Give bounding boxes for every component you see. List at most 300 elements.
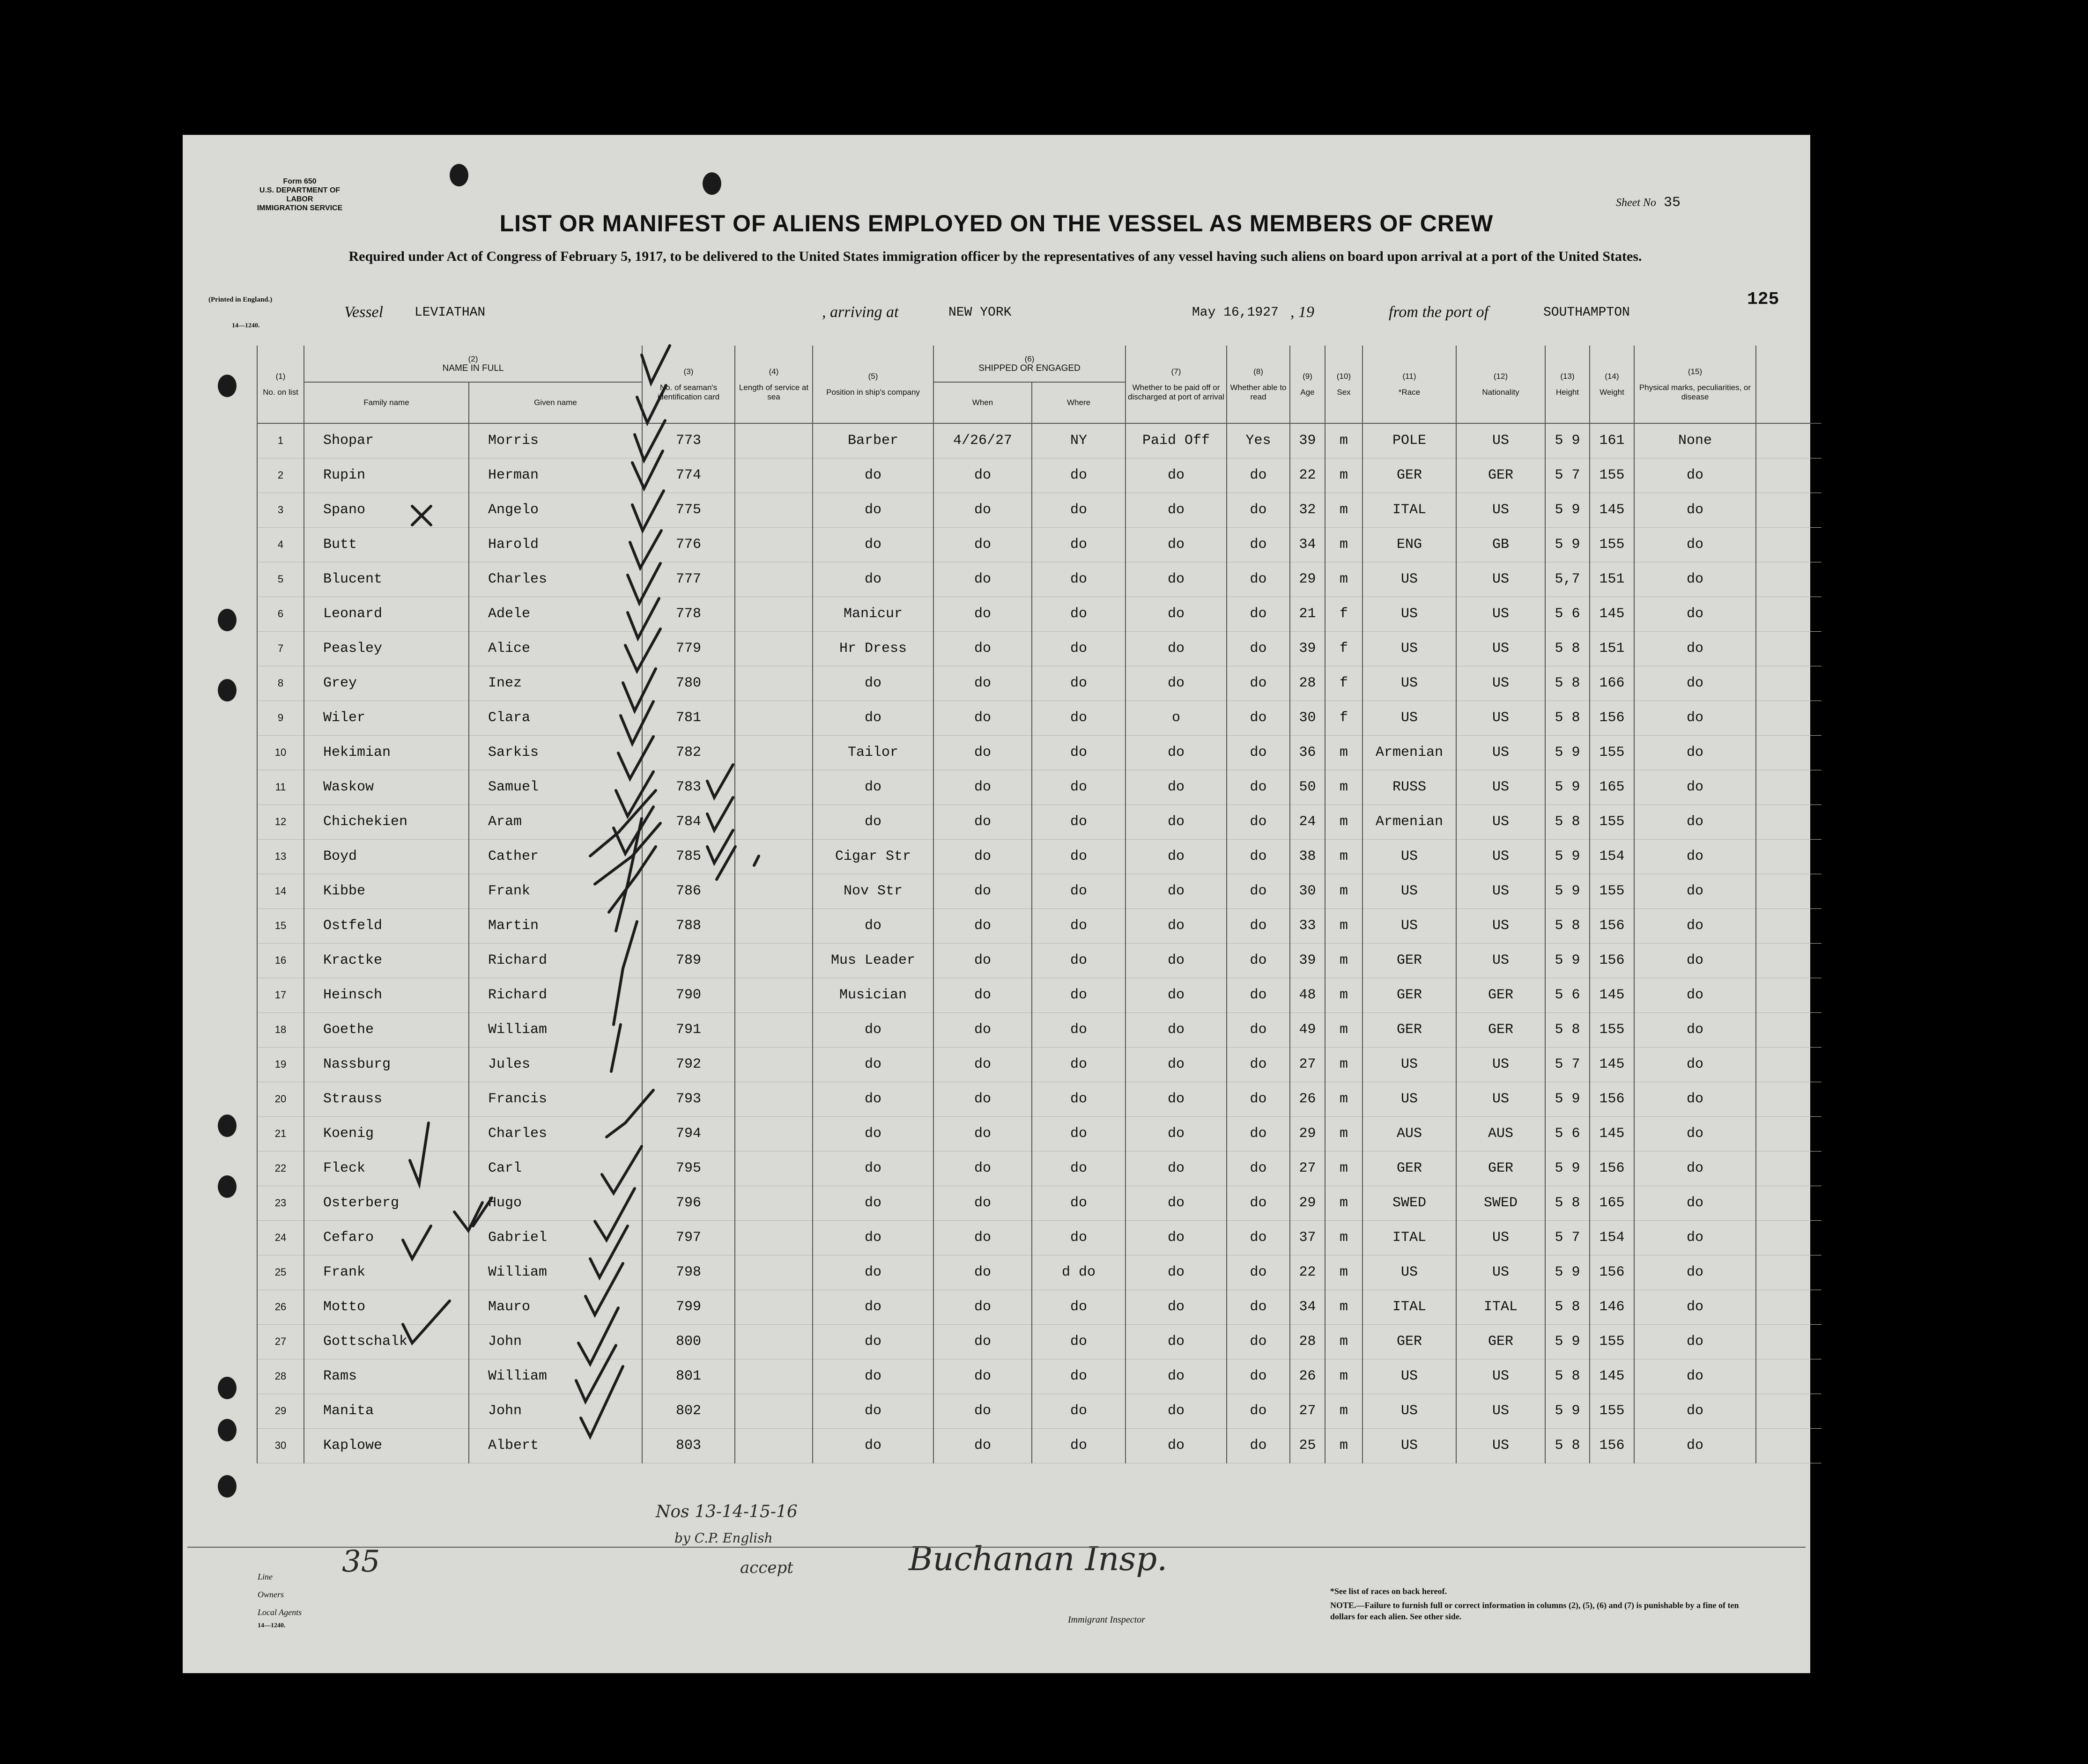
position: do bbox=[813, 1394, 933, 1428]
handwritten-checkmarks bbox=[183, 135, 1810, 1673]
weight: 155 bbox=[1590, 805, 1634, 839]
row-number: 4 bbox=[257, 527, 304, 562]
sex: m bbox=[1325, 874, 1362, 908]
position: do bbox=[813, 1186, 933, 1220]
position: Manicur bbox=[813, 597, 933, 631]
race: POLE bbox=[1362, 423, 1456, 458]
col-name-header: (2) NAME IN FULL bbox=[304, 346, 642, 382]
position: Barber bbox=[813, 423, 933, 458]
shipped-where: do bbox=[1032, 978, 1125, 1012]
race: GER bbox=[1362, 1151, 1456, 1186]
card-number: 778 bbox=[642, 597, 735, 631]
given-name: Samuel bbox=[469, 770, 642, 805]
vessel-name: LEVIATHAN bbox=[415, 305, 486, 320]
able-to-read: do bbox=[1227, 1359, 1290, 1394]
shipped-where: do bbox=[1032, 1220, 1125, 1255]
sex: m bbox=[1325, 1082, 1362, 1116]
age: 22 bbox=[1290, 1255, 1325, 1290]
nationality: SWED bbox=[1456, 1186, 1545, 1220]
paid-off: do bbox=[1125, 527, 1227, 562]
shipped-when: do bbox=[933, 1359, 1032, 1394]
height: 5 6 bbox=[1545, 1116, 1590, 1151]
nationality: US bbox=[1456, 1220, 1545, 1255]
card-number: 773 bbox=[642, 423, 735, 458]
position: do bbox=[813, 1324, 933, 1359]
family-name: Kibbe bbox=[304, 874, 469, 908]
nationality: GB bbox=[1456, 527, 1545, 562]
row-number: 29 bbox=[257, 1394, 304, 1428]
physical-marks: do bbox=[1634, 908, 1756, 943]
age: 39 bbox=[1290, 423, 1325, 458]
family-name: Shopar bbox=[304, 423, 469, 458]
physical-marks: do bbox=[1634, 943, 1756, 978]
physical-marks: do bbox=[1634, 805, 1756, 839]
card-number: 788 bbox=[642, 908, 735, 943]
paid-off: do bbox=[1125, 458, 1227, 493]
form-code: 14—1240. bbox=[232, 322, 260, 329]
shipped-where: do bbox=[1032, 735, 1125, 770]
given-name: Sarkis bbox=[469, 735, 642, 770]
age: 21 bbox=[1290, 597, 1325, 631]
nationality: US bbox=[1456, 1359, 1545, 1394]
row-number: 13 bbox=[257, 839, 304, 874]
shipped-where: do bbox=[1032, 701, 1125, 735]
height: 5 8 bbox=[1545, 908, 1590, 943]
height: 5 9 bbox=[1545, 527, 1590, 562]
paid-off: do bbox=[1125, 1151, 1227, 1186]
sex: m bbox=[1325, 458, 1362, 493]
paid-off: do bbox=[1125, 1290, 1227, 1324]
nationality: US bbox=[1456, 666, 1545, 701]
given-name: Morris bbox=[469, 423, 642, 458]
weight: 151 bbox=[1590, 562, 1634, 597]
row-number: 23 bbox=[257, 1186, 304, 1220]
family-name: Kaplowe bbox=[304, 1428, 469, 1463]
able-to-read: do bbox=[1227, 1116, 1290, 1151]
able-to-read: do bbox=[1227, 805, 1290, 839]
able-to-read: Yes bbox=[1227, 423, 1290, 458]
physical-marks: do bbox=[1634, 458, 1756, 493]
shipped-where: do bbox=[1032, 562, 1125, 597]
height: 5 9 bbox=[1545, 1151, 1590, 1186]
family-name: Leonard bbox=[304, 597, 469, 631]
col-family-header: Family name bbox=[304, 382, 469, 423]
card-number: 775 bbox=[642, 493, 735, 527]
age: 34 bbox=[1290, 1290, 1325, 1324]
col-paid-header: (7) Whether to be paid off or discharged at port of arrival bbox=[1125, 346, 1227, 423]
race: US bbox=[1362, 666, 1456, 701]
given-name: William bbox=[469, 1012, 642, 1047]
height: 5 9 bbox=[1545, 1255, 1590, 1290]
sex: m bbox=[1325, 1151, 1362, 1186]
position: do bbox=[813, 1047, 933, 1082]
form-number: Form 650 bbox=[283, 177, 317, 185]
shipped-where: do bbox=[1032, 943, 1125, 978]
given-name: Richard bbox=[469, 978, 642, 1012]
footer-code: 14—1240. bbox=[258, 1622, 286, 1629]
family-name: Butt bbox=[304, 527, 469, 562]
sex: m bbox=[1325, 1394, 1362, 1428]
sex: m bbox=[1325, 805, 1362, 839]
shipped-where: do bbox=[1032, 631, 1125, 666]
given-name: Alice bbox=[469, 631, 642, 666]
paid-off: do bbox=[1125, 1324, 1227, 1359]
physical-marks: do bbox=[1634, 1012, 1756, 1047]
able-to-read: do bbox=[1227, 458, 1290, 493]
shipped-where: do bbox=[1032, 1290, 1125, 1324]
shipped-when: do bbox=[933, 1047, 1032, 1082]
age: 39 bbox=[1290, 943, 1325, 978]
family-name: Frank bbox=[304, 1255, 469, 1290]
by-note: by C.P. English bbox=[674, 1530, 773, 1546]
given-name: William bbox=[469, 1255, 642, 1290]
position: do bbox=[813, 1116, 933, 1151]
physical-marks: None bbox=[1634, 423, 1756, 458]
shipped-when: do bbox=[933, 1151, 1032, 1186]
given-name: Hugo bbox=[469, 1186, 642, 1220]
age: 36 bbox=[1290, 735, 1325, 770]
physical-marks: do bbox=[1634, 666, 1756, 701]
weight: 156 bbox=[1590, 1151, 1634, 1186]
race: US bbox=[1362, 1047, 1456, 1082]
height: 5 8 bbox=[1545, 701, 1590, 735]
sex: m bbox=[1325, 1186, 1362, 1220]
position: do bbox=[813, 1151, 933, 1186]
weight: 165 bbox=[1590, 1186, 1634, 1220]
able-to-read: do bbox=[1227, 493, 1290, 527]
row-number: 18 bbox=[257, 1012, 304, 1047]
row-number: 5 bbox=[257, 562, 304, 597]
physical-marks: do bbox=[1634, 1324, 1756, 1359]
given-name: William bbox=[469, 1359, 642, 1394]
position: do bbox=[813, 493, 933, 527]
nationality: US bbox=[1456, 1047, 1545, 1082]
row-number: 21 bbox=[257, 1116, 304, 1151]
weight: 155 bbox=[1590, 527, 1634, 562]
height: 5 8 bbox=[1545, 805, 1590, 839]
shipped-where: do bbox=[1032, 666, 1125, 701]
physical-marks: do bbox=[1634, 1290, 1756, 1324]
able-to-read: do bbox=[1227, 1012, 1290, 1047]
shipped-when: do bbox=[933, 1428, 1032, 1463]
height: 5 9 bbox=[1545, 493, 1590, 527]
card-number: 792 bbox=[642, 1047, 735, 1082]
height: 5,7 bbox=[1545, 562, 1590, 597]
family-name: Cefaro bbox=[304, 1220, 469, 1255]
family-name: Waskow bbox=[304, 770, 469, 805]
family-name: Rams bbox=[304, 1359, 469, 1394]
family-name: Blucent bbox=[304, 562, 469, 597]
able-to-read: do bbox=[1227, 597, 1290, 631]
height: 5 7 bbox=[1545, 1220, 1590, 1255]
able-to-read: do bbox=[1227, 770, 1290, 805]
shipped-when: do bbox=[933, 701, 1032, 735]
nationality: US bbox=[1456, 1082, 1545, 1116]
age: 29 bbox=[1290, 1116, 1325, 1151]
family-name: Boyd bbox=[304, 839, 469, 874]
shipped-when: do bbox=[933, 1082, 1032, 1116]
sex: m bbox=[1325, 493, 1362, 527]
weight: 145 bbox=[1590, 1116, 1634, 1151]
shipped-where: do bbox=[1032, 770, 1125, 805]
given-name: Gabriel bbox=[469, 1220, 642, 1255]
race: US bbox=[1362, 874, 1456, 908]
card-number: 794 bbox=[642, 1116, 735, 1151]
given-name: Martin bbox=[469, 908, 642, 943]
row-number: 27 bbox=[257, 1324, 304, 1359]
position: do bbox=[813, 562, 933, 597]
shipped-where: do bbox=[1032, 839, 1125, 874]
sex: m bbox=[1325, 1324, 1362, 1359]
paid-off: do bbox=[1125, 1082, 1227, 1116]
height: 5 8 bbox=[1545, 1359, 1590, 1394]
height: 5 9 bbox=[1545, 770, 1590, 805]
nationality: GER bbox=[1456, 458, 1545, 493]
row-number: 12 bbox=[257, 805, 304, 839]
shipped-when: do bbox=[933, 1116, 1032, 1151]
shipped-when: do bbox=[933, 839, 1032, 874]
row-number: 10 bbox=[257, 735, 304, 770]
paid-off: do bbox=[1125, 978, 1227, 1012]
weight: 154 bbox=[1590, 839, 1634, 874]
row-number: 14 bbox=[257, 874, 304, 908]
able-to-read: do bbox=[1227, 978, 1290, 1012]
physical-marks: do bbox=[1634, 1220, 1756, 1255]
footer-divider bbox=[187, 1547, 1806, 1548]
shipped-when: do bbox=[933, 1394, 1032, 1428]
weight: 154 bbox=[1590, 1220, 1634, 1255]
physical-marks: do bbox=[1634, 493, 1756, 527]
inspector-label: Immigrant Inspector bbox=[1068, 1615, 1145, 1625]
race: GER bbox=[1362, 458, 1456, 493]
race: ITAL bbox=[1362, 1290, 1456, 1324]
paid-off: do bbox=[1125, 1428, 1227, 1463]
sex: m bbox=[1325, 908, 1362, 943]
weight: 155 bbox=[1590, 735, 1634, 770]
race: US bbox=[1362, 562, 1456, 597]
card-number: 779 bbox=[642, 631, 735, 666]
paid-off: do bbox=[1125, 666, 1227, 701]
row-number: 19 bbox=[257, 1047, 304, 1082]
position: do bbox=[813, 1012, 933, 1047]
height: 5 9 bbox=[1545, 839, 1590, 874]
col-marks-header: (15) Physical marks, peculiarities, or disease bbox=[1634, 346, 1756, 423]
shipped-where: do bbox=[1032, 527, 1125, 562]
shipped-where: do bbox=[1032, 1116, 1125, 1151]
physical-marks: do bbox=[1634, 839, 1756, 874]
shipped-where: do bbox=[1032, 1186, 1125, 1220]
sex: m bbox=[1325, 1047, 1362, 1082]
page-title: LIST OR MANIFEST OF ALIENS EMPLOYED ON THE VESSEL AS MEMBERS OF CREW bbox=[499, 210, 1494, 236]
shipped-when: do bbox=[933, 1324, 1032, 1359]
col-weight-header: (14) Weight bbox=[1590, 346, 1634, 423]
col-race-header: (11) *Race bbox=[1362, 346, 1456, 423]
paid-off: do bbox=[1125, 1220, 1227, 1255]
able-to-read: do bbox=[1227, 908, 1290, 943]
height: 5 9 bbox=[1545, 1394, 1590, 1428]
sex: m bbox=[1325, 1290, 1362, 1324]
age: 26 bbox=[1290, 1359, 1325, 1394]
age: 48 bbox=[1290, 978, 1325, 1012]
row-number: 30 bbox=[257, 1428, 304, 1463]
height: 5 6 bbox=[1545, 597, 1590, 631]
race: RUSS bbox=[1362, 770, 1456, 805]
row-number: 3 bbox=[257, 493, 304, 527]
height: 5 8 bbox=[1545, 1428, 1590, 1463]
arriving-label: , arriving at bbox=[822, 303, 899, 321]
physical-marks: do bbox=[1634, 770, 1756, 805]
position: do bbox=[813, 770, 933, 805]
physical-marks: do bbox=[1634, 631, 1756, 666]
physical-marks: do bbox=[1634, 1082, 1756, 1116]
able-to-read: do bbox=[1227, 735, 1290, 770]
paid-off: do bbox=[1125, 1186, 1227, 1220]
nos-note: Nos 13-14-15-16 bbox=[656, 1502, 798, 1521]
given-name: John bbox=[469, 1324, 642, 1359]
card-number: 780 bbox=[642, 666, 735, 701]
position: do bbox=[813, 666, 933, 701]
shipped-where: do bbox=[1032, 1151, 1125, 1186]
height: 5 8 bbox=[1545, 1012, 1590, 1047]
manifest-page bbox=[183, 135, 1810, 1673]
height: 5 7 bbox=[1545, 1047, 1590, 1082]
weight: 161 bbox=[1590, 423, 1634, 458]
physical-marks: do bbox=[1634, 1047, 1756, 1082]
shipped-where: do bbox=[1032, 1012, 1125, 1047]
given-name: Mauro bbox=[469, 1290, 642, 1324]
nationality: US bbox=[1456, 701, 1545, 735]
able-to-read: do bbox=[1227, 666, 1290, 701]
physical-marks: do bbox=[1634, 1116, 1756, 1151]
family-name: Nassburg bbox=[304, 1047, 469, 1082]
able-to-read: do bbox=[1227, 701, 1290, 735]
given-name: Charles bbox=[469, 1116, 642, 1151]
paid-off: do bbox=[1125, 631, 1227, 666]
vessel-label: Vessel bbox=[344, 303, 384, 321]
age: 22 bbox=[1290, 458, 1325, 493]
shipped-when: do bbox=[933, 1012, 1032, 1047]
shipped-where: do bbox=[1032, 1428, 1125, 1463]
able-to-read: do bbox=[1227, 1220, 1290, 1255]
family-name: Peasley bbox=[304, 631, 469, 666]
card-number: 795 bbox=[642, 1151, 735, 1186]
sex: m bbox=[1325, 1012, 1362, 1047]
shipped-when: do bbox=[933, 527, 1032, 562]
nationality: US bbox=[1456, 874, 1545, 908]
row-number: 6 bbox=[257, 597, 304, 631]
col-read-header: (8) Whether able to read bbox=[1227, 346, 1290, 423]
card-number: 791 bbox=[642, 1012, 735, 1047]
paid-off: do bbox=[1125, 597, 1227, 631]
able-to-read: do bbox=[1227, 1394, 1290, 1428]
height: 5 8 bbox=[1545, 1186, 1590, 1220]
able-to-read: do bbox=[1227, 527, 1290, 562]
sex: m bbox=[1325, 770, 1362, 805]
shipped-when: do bbox=[933, 631, 1032, 666]
race: ENG bbox=[1362, 527, 1456, 562]
page-subtitle: Required under Act of Congress of February 5, 1917, to be delivered to the United States immigration officer by the representatives of any vessel having such aliens on board upon arrival at a port of the United States. bbox=[348, 249, 1642, 264]
family-name: Motto bbox=[304, 1290, 469, 1324]
row-number: 26 bbox=[257, 1290, 304, 1324]
physical-marks: do bbox=[1634, 527, 1756, 562]
card-number: 802 bbox=[642, 1394, 735, 1428]
weight: 155 bbox=[1590, 1394, 1634, 1428]
race-note: *See list of races on back hereof. bbox=[1330, 1587, 1447, 1596]
nationality: US bbox=[1456, 805, 1545, 839]
age: 29 bbox=[1290, 562, 1325, 597]
shipped-when: do bbox=[933, 943, 1032, 978]
row-number: 28 bbox=[257, 1359, 304, 1394]
weight: 155 bbox=[1590, 1324, 1634, 1359]
given-name: Angelo bbox=[469, 493, 642, 527]
sex: m bbox=[1325, 1359, 1362, 1394]
age: 27 bbox=[1290, 1151, 1325, 1186]
weight: 145 bbox=[1590, 597, 1634, 631]
position: do bbox=[813, 1082, 933, 1116]
position: do bbox=[813, 701, 933, 735]
paid-off: o bbox=[1125, 701, 1227, 735]
physical-marks: do bbox=[1634, 701, 1756, 735]
row-number: 1 bbox=[257, 423, 304, 458]
given-name: Carl bbox=[469, 1151, 642, 1186]
arriving-port: NEW YORK bbox=[948, 305, 1012, 320]
height: 5 6 bbox=[1545, 978, 1590, 1012]
nationality: US bbox=[1456, 839, 1545, 874]
family-name: Grey bbox=[304, 666, 469, 701]
age: 29 bbox=[1290, 1186, 1325, 1220]
row-number: 24 bbox=[257, 1220, 304, 1255]
race: US bbox=[1362, 1082, 1456, 1116]
given-name: Inez bbox=[469, 666, 642, 701]
physical-marks: do bbox=[1634, 874, 1756, 908]
row-number: 9 bbox=[257, 701, 304, 735]
col-no-header: (1) No. on list bbox=[257, 346, 304, 423]
shipped-when: do bbox=[933, 1290, 1032, 1324]
physical-marks: do bbox=[1634, 562, 1756, 597]
able-to-read: do bbox=[1227, 1290, 1290, 1324]
sex: m bbox=[1325, 735, 1362, 770]
physical-marks: do bbox=[1634, 978, 1756, 1012]
age: 28 bbox=[1290, 666, 1325, 701]
penalty-note: NOTE.—Failure to furnish full or correct information in columns (2), (5), (6) and (7) is punishable by a fine of ten dollars for each alien. See other side. bbox=[1330, 1601, 1739, 1621]
service-name: IMMIGRATION SERVICE bbox=[257, 204, 343, 212]
position: Tailor bbox=[813, 735, 933, 770]
card-number: 782 bbox=[642, 735, 735, 770]
col-given-header: Given name bbox=[469, 382, 642, 423]
card-number: 799 bbox=[642, 1290, 735, 1324]
nationality: US bbox=[1456, 770, 1545, 805]
age: 32 bbox=[1290, 493, 1325, 527]
race: US bbox=[1362, 631, 1456, 666]
card-number: 800 bbox=[642, 1324, 735, 1359]
card-number: 783 bbox=[642, 770, 735, 805]
race: US bbox=[1362, 1359, 1456, 1394]
weight: 166 bbox=[1590, 666, 1634, 701]
shipped-where: do bbox=[1032, 1394, 1125, 1428]
age: 28 bbox=[1290, 1324, 1325, 1359]
row-number: 15 bbox=[257, 908, 304, 943]
col-nationality-header: (12) Nationality bbox=[1456, 346, 1545, 423]
weight: 155 bbox=[1590, 458, 1634, 493]
physical-marks: do bbox=[1634, 1255, 1756, 1290]
position: do bbox=[813, 1220, 933, 1255]
physical-marks: do bbox=[1634, 597, 1756, 631]
shipped-when: do bbox=[933, 978, 1032, 1012]
weight: 156 bbox=[1590, 1255, 1634, 1290]
family-name: Heinsch bbox=[304, 978, 469, 1012]
able-to-read: do bbox=[1227, 943, 1290, 978]
card-number: 796 bbox=[642, 1186, 735, 1220]
